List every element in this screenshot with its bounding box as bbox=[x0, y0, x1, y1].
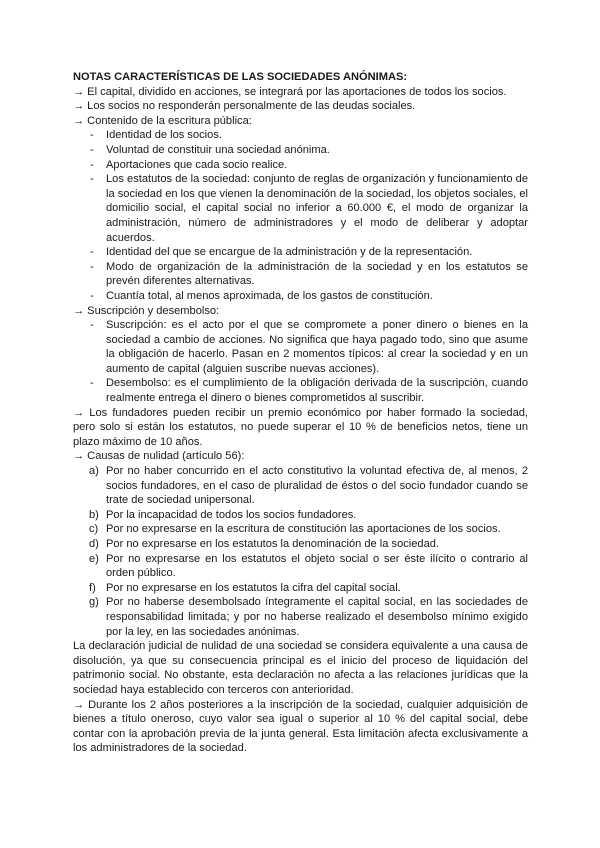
list-item: - Aportaciones que cada socio realice. bbox=[73, 158, 528, 173]
list-marker: d) bbox=[89, 538, 99, 550]
list-item bbox=[73, 552, 528, 581]
list-item: - Los estatutos de la sociedad: conjunto de reglas de organización y funcionamiento de la sociedad en los que vienen la denominación de la sociedad, los objetos sociales, el domicilio social, el capital social no inferior a 60.000 €, el modo de organizar la administración, número de administradores y el modo de deliberar y adoptar acuerdos. bbox=[73, 172, 528, 245]
list-item-text: Por no expresarse en la escritura de constitución las aportaciones de los socios. bbox=[106, 523, 501, 536]
list-marker: a) bbox=[89, 465, 99, 478]
list-item bbox=[73, 508, 528, 523]
list-item-text: Por no expresarse en los estatutos la cifra del capital social. bbox=[106, 581, 401, 594]
list-item: - Identidad de los socios. bbox=[73, 128, 528, 143]
list-marker: c) bbox=[89, 523, 99, 536]
list-item-text: Por no haber concurrido en el acto constitutivo la voluntad efectiva de, al menos, 2 socios fundadores, en el caso de pluralidad de éstos o del socio fundador cuando se trate de sociedad unipersonal. bbox=[106, 465, 528, 507]
suscripcion-list bbox=[73, 318, 528, 406]
list-item-text: Por no haberse desembolsado íntegramente el capital social, en las sociedades de responsabilidad limitada; y por no haberse realizado el desembolso mínimo exigido por la ley, en las sociedades anónimas. bbox=[106, 596, 528, 638]
declaracion-paragraph: La declaración judicial de nulidad de una sociedad se considera equivalente a una causa de disolución, ya que su consecuencia principal es el inicio del proceso de liquidación del patrimonio social. No obstante, esta declaración no afecta a las relaciones jurídicas que la sociedad haya establecido con terceros con anterioridad. bbox=[73, 640, 528, 696]
durante-note: → Durante los 2 años posteriores a la inscripción de la sociedad, cualquier adquisición de bienes a título oneroso, cuyo valor sea igual o superior al 10 % del capital social, debe contar con la aprobación previa de la junta general. Esta limitación afecta exclusivamente a los administradores de la sociedad. bbox=[73, 698, 528, 755]
escritura-list bbox=[73, 128, 528, 303]
list-marker: b) bbox=[89, 508, 99, 521]
responsabilidad-note: → Los socios no responderán personalmente de las deudas sociales. bbox=[73, 100, 416, 113]
list-item bbox=[73, 464, 528, 508]
list-item: - Voluntad de constituir una sociedad anónima. bbox=[73, 143, 528, 158]
document-title: NOTAS CARACTERÍSTICAS DE LAS SOCIEDADES ANÓNIMAS: bbox=[73, 71, 408, 83]
nulidad-list bbox=[73, 464, 528, 639]
list-marker: e) bbox=[89, 552, 99, 565]
list-item-text: Por no expresarse en los estatutos la denominación de la sociedad. bbox=[106, 538, 440, 550]
list-marker: g) bbox=[89, 596, 99, 609]
suscripcion-heading: → Suscripción y desembolso: bbox=[73, 304, 220, 317]
list-item bbox=[73, 522, 528, 537]
fundadores-note: → Los fundadores pueden recibir un premio económico por haber formado la sociedad, pero solo si están los estatutos, no puede superar el 10 % de beneficios netos, tiene un plazo máximo de 10 años. bbox=[73, 406, 528, 448]
list-item-text: Por la incapacidad de todos los socios fundadores. bbox=[106, 508, 357, 521]
list-item: - Identidad del que se encargue de la administración y de la representación. bbox=[73, 245, 528, 260]
escritura-heading: → Contenido de la escritura pública: bbox=[73, 114, 252, 127]
list-item: - Suscripción: es el acto por el que se compromete a poner dinero o bienes en la sociedad a cambio de acciones. No significa que haya pagado todo, sino que asume la obligación de hacerlo. Pasan en 2 momentos típicos: al crear la sociedad y en un aumento de capital (alguien suscribe nuevas acciones). bbox=[73, 318, 528, 376]
list-item: - Desembolso: es el cumplimiento de la obligación derivada de la suscripción, cuando realmente entrega el dinero o bienes comprometidos al suscribir. bbox=[73, 376, 528, 405]
list-marker: f) bbox=[89, 581, 96, 594]
list-item bbox=[73, 581, 528, 596]
list-item bbox=[73, 537, 528, 552]
capital-note: → El capital, dividido en acciones, se integrará por las aportaciones de todos los socios. bbox=[73, 85, 507, 98]
list-item: - Modo de organización de la administración de la sociedad y en los estatutos se prevén diferentes alternativas. bbox=[73, 260, 528, 289]
list-item-text: Por no expresarse en los estatutos el objeto social o ser éste ilícito o contrario al orden público. bbox=[106, 552, 528, 580]
nulidad-heading: → Causas de nulidad (artículo 56): bbox=[73, 450, 245, 463]
list-item bbox=[73, 595, 528, 639]
list-item: - Cuantía total, al menos aproximada, de los gastos de constitución. bbox=[73, 289, 528, 304]
